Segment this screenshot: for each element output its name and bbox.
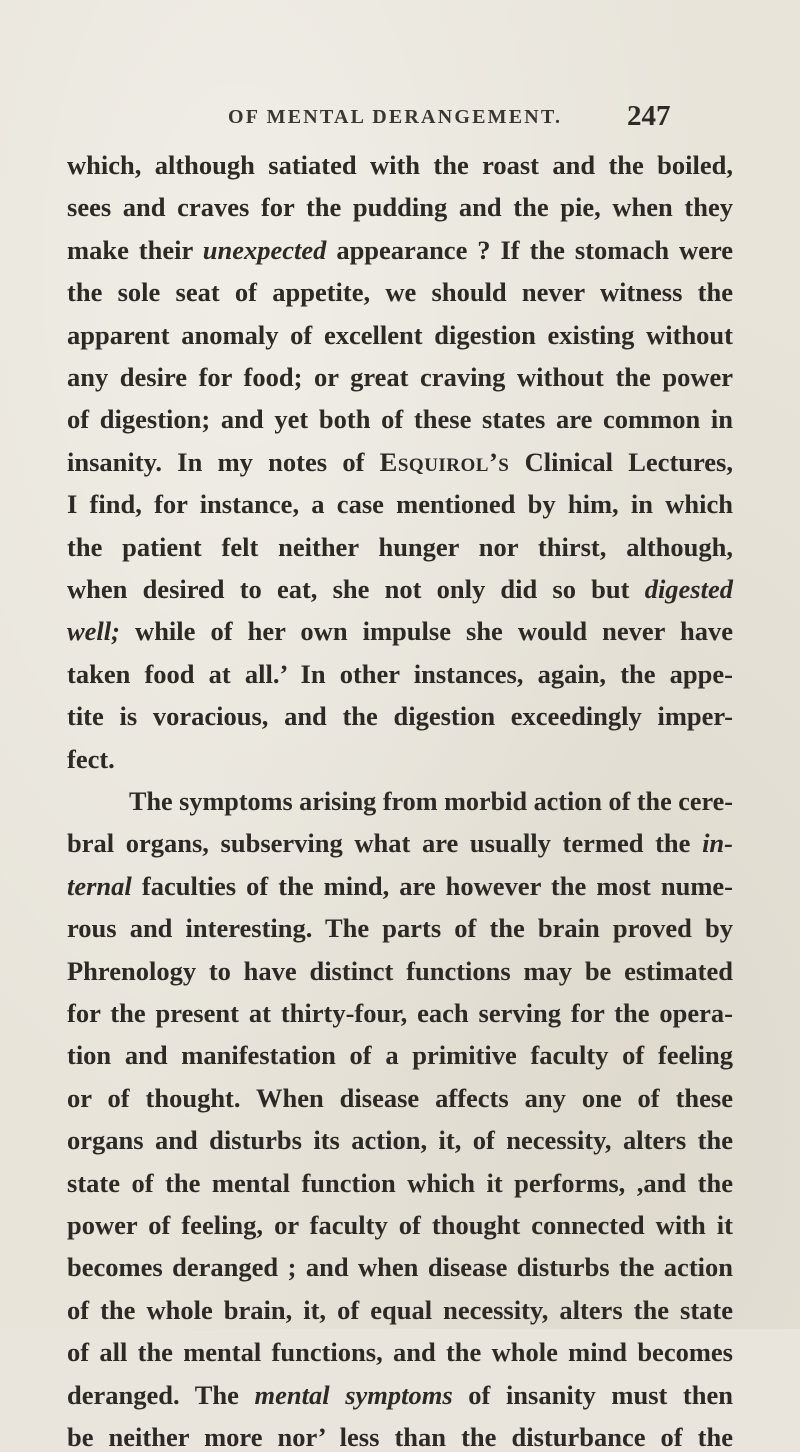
text-line [67, 364, 733, 391]
text-line [67, 531, 733, 562]
text-span: Clinical Lectures, [509, 446, 733, 477]
text-span: make their [67, 234, 203, 265]
text-line [67, 830, 733, 857]
text-span: appearance ? If the stomach were [326, 234, 733, 265]
text-span: insanity. In my notes of [67, 446, 380, 477]
text-span: be neither more nor’ less than the disturbance of the [67, 1422, 733, 1452]
italic-span: unexpected [202, 234, 327, 265]
text-line [67, 152, 733, 179]
small-caps-span: Esquirol’s [379, 446, 510, 477]
text-line [67, 1082, 733, 1113]
text-span: of insanity must then [452, 1379, 733, 1410]
italic-span: in- [702, 828, 733, 859]
text-line [67, 618, 733, 645]
text-span: of all the mental functions, and the whole mind becomes [67, 1337, 733, 1368]
text-line [67, 1127, 733, 1154]
italic-span: well; [67, 616, 120, 647]
text-line [67, 743, 115, 774]
italic-span: digested [644, 574, 733, 604]
text-span: sees and craves for the pudding and the pie, when they [67, 192, 733, 223]
text-line [67, 319, 733, 350]
text-span: becomes deranged ; and when disease disturbs the action [67, 1252, 733, 1283]
text-span: any desire for food; or great craving without the power [67, 362, 733, 392]
text-line [129, 788, 733, 815]
text-span: when desired to eat, she not only did so but [67, 574, 645, 604]
text-line [67, 1212, 733, 1239]
text-line [67, 194, 733, 221]
text-line [67, 1000, 733, 1027]
text-span: tion and manifestation of a primitive faculty of feeling [67, 1040, 733, 1071]
text-span: which, although satiated with the roast and the boiled, [67, 150, 733, 180]
text-span: the sole seat of appetite, we should never witness the [67, 277, 733, 308]
text-line [67, 1424, 733, 1451]
text-line [67, 1294, 733, 1325]
text-line [67, 870, 733, 901]
running-head [0, 100, 800, 140]
italic-span: mental symptoms [254, 1379, 453, 1410]
text-span: of digestion; and yet both of these states are common in [67, 404, 733, 435]
text-span: for the present at thirty-four, each serving for the opera- [67, 998, 733, 1028]
italic-span: ternal [67, 870, 132, 901]
text-line [67, 1042, 733, 1069]
text-line [67, 1167, 733, 1198]
text-line [67, 1379, 733, 1410]
text-span: bral organs, subserving what are usually termed the [67, 828, 703, 859]
running-title: OF MENTAL DERANGEMENT. [228, 106, 563, 128]
text-span: the patient felt neither hunger nor thirst, although, [67, 531, 733, 562]
text-line [67, 658, 733, 689]
text-line [67, 279, 733, 306]
text-span: taken food at all.’ In other instances, again, the appe- [67, 658, 733, 689]
text-span: I find, for instance, a case mentioned by him, in which [67, 489, 733, 520]
text-span: tite is voracious, and the digestion exceedingly imper- [67, 701, 733, 732]
text-span: apparent anomaly of excellent digestion existing without [67, 319, 733, 350]
text-line [67, 955, 733, 986]
text-span: power of feeling, or faculty of thought connected with it [67, 1210, 733, 1240]
text-span: state of the mental function which it performs, ,and the [67, 1167, 733, 1198]
text-line [67, 406, 733, 433]
text-span: while of her own impulse she would never have [120, 616, 733, 647]
text-span: The symptoms arising from morbid action of the cere- [129, 786, 733, 816]
text-span: Phrenology to have distinct functions may be estimated [67, 955, 733, 986]
text-line [67, 576, 733, 603]
text-span: of the whole brain, it, of equal necessity, alters the state [67, 1294, 733, 1325]
text-span: organs and disturbs its action, it, of necessity, alters the [67, 1125, 733, 1156]
page-number: 247 [627, 100, 671, 132]
text-line [67, 234, 733, 265]
text-line [67, 1339, 733, 1366]
text-line [67, 703, 733, 730]
text-span: rous and interesting. The parts of the brain proved by [67, 913, 733, 944]
text-span: deranged. The [67, 1379, 255, 1410]
text-line [67, 915, 733, 942]
text-line [67, 1254, 733, 1281]
text-span: faculties of the mind, are however the most nume- [131, 870, 733, 901]
text-line [67, 491, 733, 518]
text-span: or of thought. When disease affects any one of these [67, 1082, 733, 1113]
text-span: fect. [67, 743, 115, 774]
text-line [67, 446, 733, 477]
